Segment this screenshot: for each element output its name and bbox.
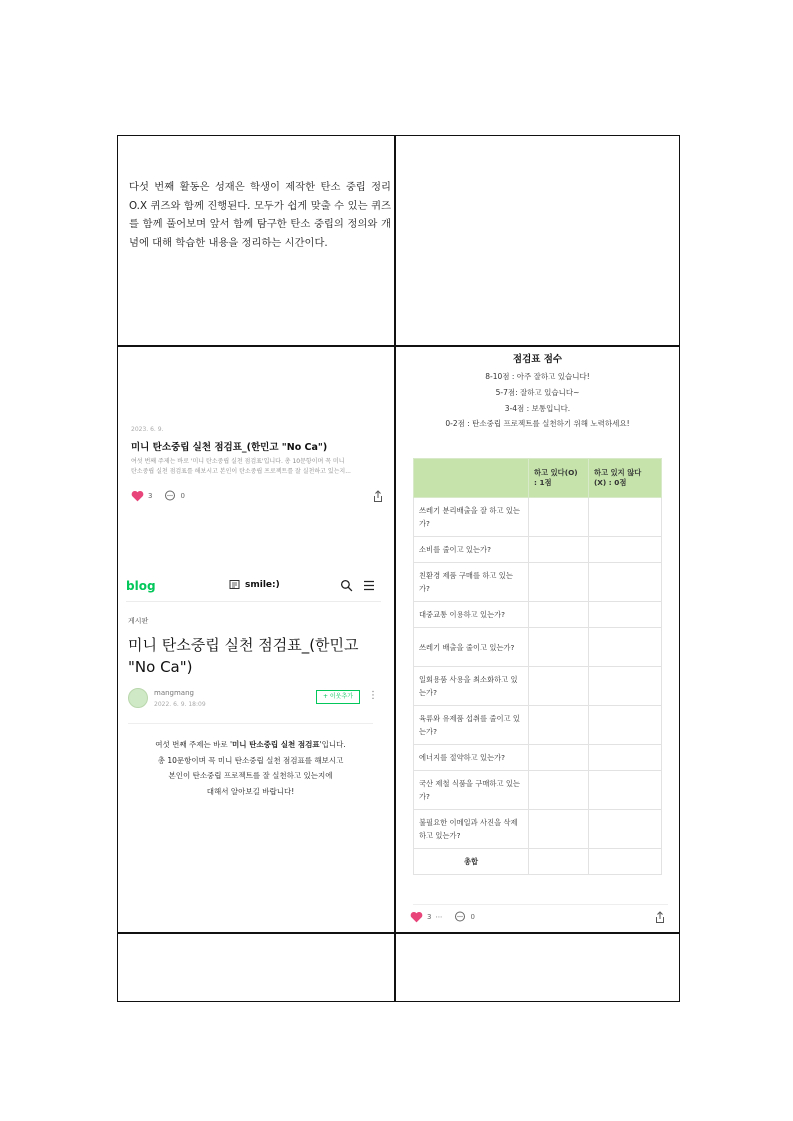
post-divider [128,723,373,724]
checklist-question: 불필요한 이메일과 사진을 삭제하고 있는가? [414,810,529,849]
checklist-question: 에너지를 절약하고 있는가? [414,745,529,771]
checklist-table [413,458,662,875]
heart-icon[interactable] [131,490,144,502]
checklist-yes-cell[interactable] [529,706,589,745]
row-divider [118,345,679,347]
checklist-yes-cell[interactable] [529,771,589,810]
checklist-total-yes[interactable] [529,849,589,875]
reactions-divider [413,904,668,905]
checklist-no-cell[interactable] [588,537,661,563]
share-icon[interactable] [372,490,384,503]
checklist-yes-cell[interactable] [529,498,589,537]
post-card-date: 2023. 6. 9. [131,426,164,433]
checklist-yes-cell[interactable] [529,810,589,849]
checklist-question: 친환경 제품 구매를 하고 있는가? [414,563,529,602]
checklist-total-row [414,849,662,875]
post-category[interactable]: 게시판 [128,617,149,625]
checklist-no-cell[interactable] [588,628,661,667]
checklist-no-cell[interactable] [588,745,661,771]
checklist-no-cell[interactable] [588,498,661,537]
checklist-question: 육류와 유제품 섭취를 줄이고 있는가? [414,706,529,745]
checklist-yes-cell[interactable] [529,537,589,563]
ellipsis-icon[interactable]: ⋯ [435,913,443,921]
checklist-no-cell[interactable] [588,706,661,745]
checklist-row [414,810,662,849]
comment-icon[interactable] [454,911,466,923]
post-card-reactions [131,490,185,502]
checklist-no-cell[interactable] [588,563,661,602]
checklist-row [414,563,662,602]
post-card-excerpt-line2: 탄소중립 실천 점검표를 해보시고 본인이 탄소중립 프로젝트를 잘 실천하고 있는지... [131,468,351,475]
comment-count: 0 [180,492,185,500]
more-options-icon[interactable]: ⋮ [368,690,378,701]
post-date: 2022. 6. 9. 18:09 [154,701,206,708]
activity-description: 다섯 번째 활동은 성재은 학생이 제작한 탄소 중립 정리 O.X 퀴즈와 함께 진행된다. 모두가 쉽게 맞출 수 있는 퀴즈를 함께 풀어보며 앞서 함께 탐구한 탄소 중립의 정의와 개념에 대해 학습한 내용을 정리하는 시간이다. [129,181,391,249]
checklist-yes-cell[interactable] [529,563,589,602]
checklist-question: 국산 제철 식품을 구매하고 있는가? [414,771,529,810]
checklist-header-row [414,459,662,498]
post-body-line1 [128,737,373,753]
checklist-row [414,628,662,667]
author-avatar[interactable] [128,688,148,708]
checklist-row [414,771,662,810]
checklist-header-no: 하고 있지 않다 (X) : 0점 [588,459,661,498]
score-line: 8-10점 : 아주 잘하고 있습니다! [485,372,590,381]
checklist-row [414,498,662,537]
checklist-no-cell[interactable] [588,602,661,628]
row-divider [118,932,679,934]
share-icon[interactable] [654,911,666,924]
search-icon[interactable] [340,579,353,592]
add-neighbor-button[interactable]: + 이웃추가 [316,690,360,704]
blog-book-icon [229,579,240,590]
checklist-yes-cell[interactable] [529,628,589,667]
checklist-total-no[interactable] [588,849,661,875]
post-body-text: 여섯 번째 주제는 바로 ' [155,740,233,749]
checklist-row [414,745,662,771]
checklist-row [414,667,662,706]
checklist-question: 대중교통 이용하고 있는가? [414,602,529,628]
score-title: 점검표 점수 [512,354,563,365]
checklist-header-yes: 하고 있다(O) : 1점 [529,459,589,498]
checklist-no-cell[interactable] [588,667,661,706]
checklist-question: 소비를 줄이고 있는가? [414,537,529,563]
column-divider [394,136,396,1001]
score-line: 5-7점: 잘하고 있습니다~ [495,388,580,397]
like-count: 3 [148,492,153,500]
post-body [128,737,373,799]
checklist-row [414,602,662,628]
checklist-row [414,537,662,563]
blog-name-text: smile:) [245,579,280,590]
checklist-question: 일회용품 사용을 최소화하고 있는가? [414,667,529,706]
checklist-question: 쓰레기 분리배출을 잘 하고 있는가? [414,498,529,537]
post-card[interactable] [131,426,386,477]
post-card-excerpt-line1: 여섯 번째 주제는 바로 '미니 탄소중립 실천 점검표'입니다. 총 10문항이며 꼭 미니 [131,458,345,465]
menu-icon[interactable] [363,580,375,591]
checklist-yes-cell[interactable] [529,745,589,771]
checklist-no-cell[interactable] [588,771,661,810]
post-title: 미니 탄소중립 실천 점검표_(한민고 "No Ca") [128,636,359,676]
blog-name[interactable] [229,579,280,590]
post-body-line4: 대해서 알아보길 바랍니다! [206,786,295,796]
blog-logo[interactable]: blog [126,579,156,593]
bottom-reactions [410,911,475,923]
checklist-header-empty [414,459,529,498]
author-name[interactable]: mangmang [154,689,194,697]
post-body-line3: 본인이 탄소중립 프로젝트를 잘 실천하고 있는지에 [168,771,333,780]
post-body-bold: 미니 탄소중립 실천 점검표 [232,740,320,749]
comment-icon[interactable] [164,490,176,502]
checklist-question: 쓰레기 배출을 줄이고 있는가? [414,628,529,667]
post-body-line2: 총 10문항이며 꼭 미니 탄소중립 실천 점검표를 해보시고 [157,755,344,765]
comment-count: 0 [470,913,475,921]
heart-icon[interactable] [410,911,423,923]
like-count: 3 [427,913,432,921]
score-line: 0-2점 : 탄소중립 프로젝트를 실천하기 위해 노력하세요! [445,419,630,428]
checklist-yes-cell[interactable] [529,602,589,628]
post-body-text: '입니다. [319,740,346,749]
checklist-total-label: 총합 [414,849,529,875]
checklist-row [414,706,662,745]
post-card-title[interactable]: 미니 탄소중립 실천 점검표_(한민고 "No Ca") [131,442,328,453]
checklist-no-cell[interactable] [588,810,661,849]
header-divider [126,601,381,602]
score-line: 3-4점 : 보통입니다. [504,404,571,413]
checklist-yes-cell[interactable] [529,667,589,706]
